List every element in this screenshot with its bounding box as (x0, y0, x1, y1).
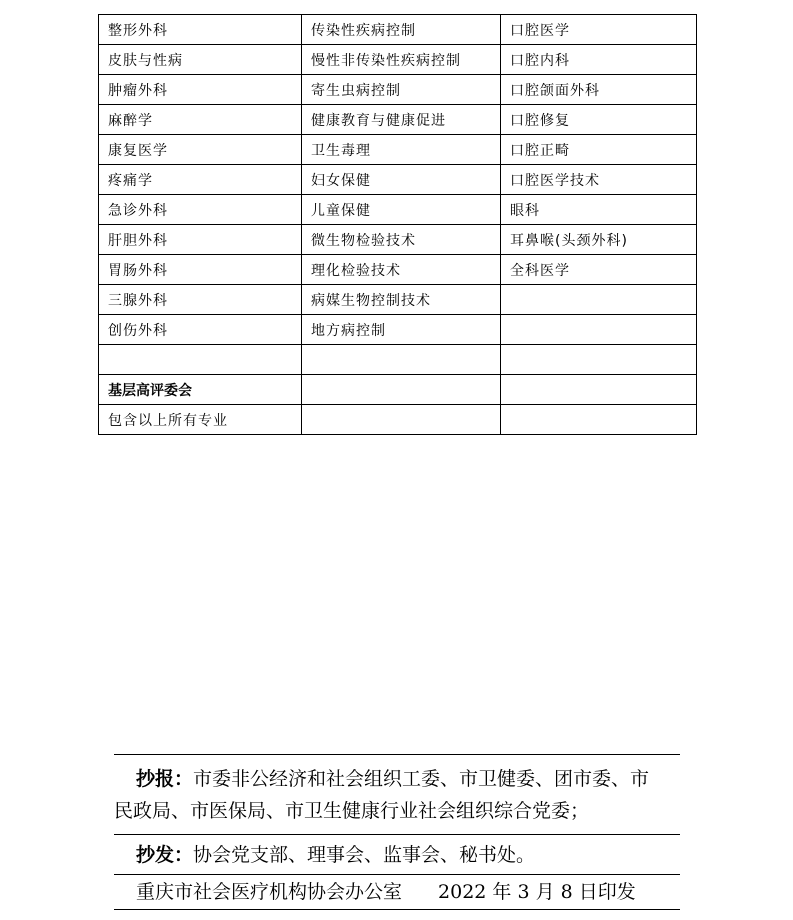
table-cell: 耳鼻喉(头颈外科) (501, 225, 697, 255)
table-cell (302, 345, 501, 375)
table-cell: 眼科 (501, 195, 697, 225)
table-cell: 口腔医学 (501, 15, 697, 45)
report-to-line-1 (114, 763, 680, 795)
table-cell: 卫生毒理 (302, 135, 501, 165)
table-cell: 口腔正畸 (501, 135, 697, 165)
table-row (99, 345, 697, 375)
copy-to-line (114, 839, 680, 871)
table-cell: 麻醉学 (99, 105, 302, 135)
footer-bottom-rule (114, 909, 680, 910)
table-row (99, 255, 697, 285)
footer-top-rule (114, 874, 680, 875)
table-cell: 口腔内科 (501, 45, 697, 75)
table-cell (501, 375, 697, 405)
report-to-text-1: 市委非公经济和社会组织工委、市卫健委、团市委、市 (193, 768, 650, 790)
table-row (99, 135, 697, 165)
table-row (99, 45, 697, 75)
table-cell: 慢性非传染性疾病控制 (302, 45, 501, 75)
table-cell: 肿瘤外科 (99, 75, 302, 105)
table-cell: 传染性疾病控制 (302, 15, 501, 45)
table-row (99, 315, 697, 345)
table-cell: 包含以上所有专业 (99, 405, 302, 435)
distribution-middle-rule (114, 834, 680, 835)
table-row (99, 375, 697, 405)
table-cell: 三腺外科 (99, 285, 302, 315)
table-cell: 皮肤与性病 (99, 45, 302, 75)
table-row (99, 75, 697, 105)
table-cell (302, 405, 501, 435)
table-cell: 全科医学 (501, 255, 697, 285)
copy-to-text: 协会党支部、理事会、监事会、秘书处。 (193, 844, 536, 866)
copy-to-section (114, 839, 680, 871)
table-cell: 病媒生物控制技术 (302, 285, 501, 315)
table-cell (501, 405, 697, 435)
table-cell: 肝胆外科 (99, 225, 302, 255)
table-cell: 健康教育与健康促进 (302, 105, 501, 135)
table-cell (501, 315, 697, 345)
table-cell: 整形外科 (99, 15, 302, 45)
table-row (99, 405, 697, 435)
table-cell: 口腔医学技术 (501, 165, 697, 195)
table-row (99, 225, 697, 255)
report-to-label: 抄报： (136, 768, 194, 790)
report-to-line-2: 民政局、市医保局、市卫生健康行业社会组织综合党委； (114, 800, 590, 822)
table-row (99, 105, 697, 135)
table-cell: 妇女保健 (302, 165, 501, 195)
issue-date: 2022 年 3 月 8 日印发 (438, 881, 636, 903)
table-cell: 康复医学 (99, 135, 302, 165)
table-cell (302, 375, 501, 405)
table-cell: 理化检验技术 (302, 255, 501, 285)
table-cell: 口腔颌面外科 (501, 75, 697, 105)
table-cell: 疼痛学 (99, 165, 302, 195)
report-to-section (114, 763, 680, 827)
table-cell: 急诊外科 (99, 195, 302, 225)
copy-to-label: 抄发： (136, 844, 194, 866)
table-cell (99, 345, 302, 375)
table-row (99, 285, 697, 315)
table-cell: 地方病控制 (302, 315, 501, 345)
table-cell: 寄生虫病控制 (302, 75, 501, 105)
specialty-table-body (99, 15, 697, 435)
table-cell: 基层高评委会 (99, 375, 302, 405)
table-row (99, 195, 697, 225)
table-cell: 创伤外科 (99, 315, 302, 345)
table-cell (501, 285, 697, 315)
specialty-table (98, 14, 697, 435)
table-cell (501, 345, 697, 375)
issuer-name: 重庆市社会医疗机构协会办公室 (136, 881, 403, 903)
table-cell: 微生物检验技术 (302, 225, 501, 255)
table-cell: 儿童保健 (302, 195, 501, 225)
issue-footer (136, 876, 676, 908)
table-row (99, 15, 697, 45)
table-row (99, 165, 697, 195)
table-cell: 胃肠外科 (99, 255, 302, 285)
table-cell: 口腔修复 (501, 105, 697, 135)
distribution-top-rule (114, 754, 680, 755)
